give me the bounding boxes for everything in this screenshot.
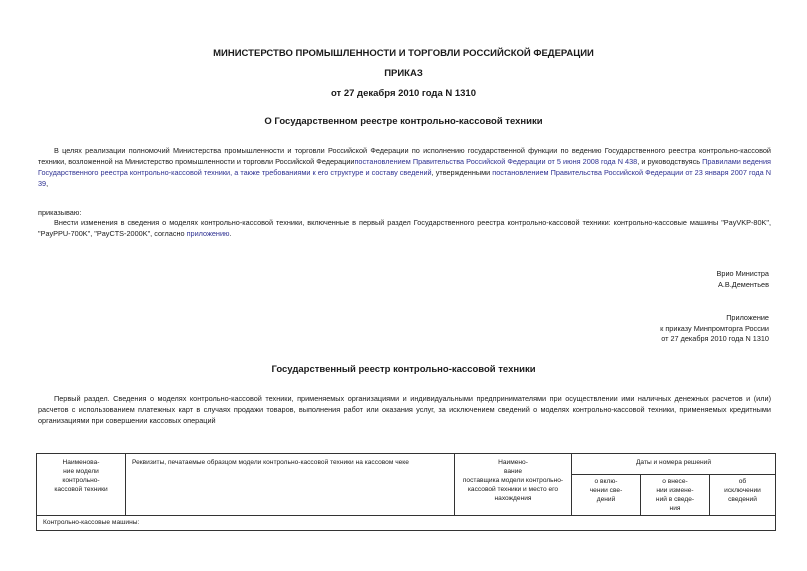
row-cash-machines: Контрольно-кассовые машины: (37, 516, 776, 531)
appendix-reference (660, 313, 769, 345)
header-changes: о внесе- нии измене- ний в сведе- ния (641, 475, 710, 516)
decree-39-link[interactable]: постановлением Правительства Российской Федерации от 23 января 2007 года N 39 (38, 168, 771, 188)
signer-position: Врио Министра (716, 269, 769, 278)
signature-block (717, 269, 769, 290)
order-paragraph (38, 217, 771, 239)
registry-title: Государственный реестр контрольно-кассовой техники (271, 364, 536, 375)
header-requisites: Реквизиты, печатаемые образцом модели контрольно-кассовой техники на кассовом чеке (126, 454, 455, 516)
header-decision-dates: Даты и номера решений (572, 454, 776, 475)
appendix-order-date: от 27 декабря 2010 года N 1310 (661, 334, 769, 343)
registry-rules-link[interactable]: Правилами ведения Государственного реестра контрольно-кассовой техники, а также требованиями к его структуре и составу сведений (38, 157, 771, 177)
doc-date-number: от 27 декабря 2010 года N 1310 (330, 88, 476, 99)
order-text-2: . (229, 229, 232, 238)
doc-type: ПРИКАЗ (384, 68, 423, 79)
header-model-name: Наименова- ние модели контрольно- кассовой техники (37, 454, 126, 516)
table-header-row (37, 454, 776, 475)
appendix-order-ref: к приказу Минпромторга России (660, 323, 769, 333)
registry-section-text: Первый раздел. Сведения о моделях контрольно-кассовой техники, применяемых организациями и индивидуальными предпринимателями при осуществлении ими наличных денежных расчетов и (или) расчетов с использованием платежных карт в случаях продажи товаров, выполнения работ или оказания услуг, за исключением сведений о моделях контрольно-кассовой техники, применяемых кредитными организациями при совершении кассовых операций (38, 394, 771, 425)
signer-name: А.В.Дементьев (718, 279, 769, 289)
order-word: приказываю: (38, 208, 82, 217)
ministry-heading: МИНИСТЕРСТВО ПРОМЫШЛЕННОСТИ И ТОРГОВЛИ РОССИЙСКОЙ ФЕДЕРАЦИИ (213, 48, 594, 59)
header-inclusion: о вклю- чении све- дений (572, 475, 641, 516)
preamble-text-1: В целях реализации полномочий Министерства промышленности и торговли Российской Федерации по исполнению государственной функции по ведению Государственного реестра контрольно-кассовой техники, возложенной на Министерство промышленности и торговли Российской Федерации (38, 146, 771, 166)
preamble-paragraph (38, 145, 771, 189)
registry-table (36, 453, 776, 531)
appendix-link[interactable]: приложению (186, 229, 230, 238)
appendix-label: Приложение (726, 313, 769, 322)
preamble-text-3: , утвержденными (431, 168, 493, 177)
header-supplier: Наимено- вание поставщика модели контрольно-кассовой техники и место его нахождения (455, 454, 572, 516)
table-row (37, 516, 776, 531)
decree-438-link[interactable]: постановлением Правительства Российской Федерации от 5 июня 2008 года N 438 (354, 157, 638, 166)
preamble-text-4: , (46, 179, 49, 188)
doc-title: О Государственном реестре контрольно-кассовой техники (264, 116, 543, 127)
preamble-text-2: , и руководствуясь (637, 157, 703, 166)
order-text-1: Внести изменения в сведения о моделях контрольно-кассовой техники, включенные в первый раздел Государственного реестра контрольно-кассовой техники: контрольно-кассовые машины "PayVKP-80K", "PayPPU-700K", "PayCTS-2000K", согласно (38, 218, 771, 238)
header-exclusion: об исключении сведений (710, 475, 776, 516)
